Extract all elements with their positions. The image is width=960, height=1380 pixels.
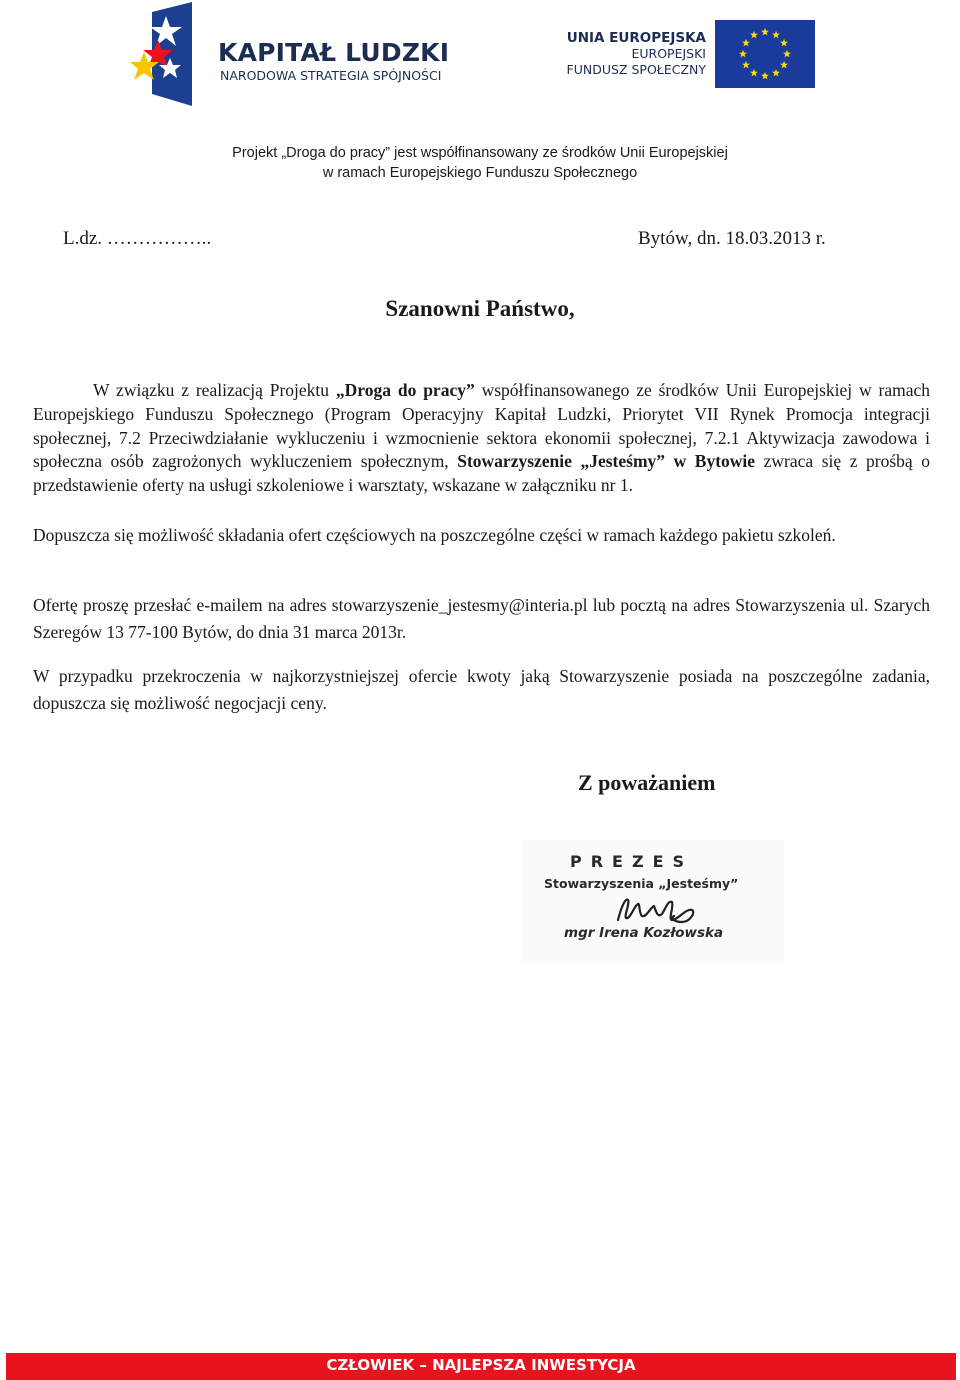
- handwritten-signature: [612, 894, 702, 928]
- eu-line-2: EUROPEJSKI: [631, 46, 706, 61]
- reference-number: L.dz. ……………..: [63, 228, 212, 249]
- paragraph-1-end: zwraca się z prośbą o przedstawienie oferty na usługi szkoleniowe i warsztaty, wskazane w załączniku nr 1.: [33, 451, 930, 496]
- kapital-ludzki-subtitle: NARODOWA STRATEGIA SPÓJNOŚCI: [220, 68, 442, 83]
- eu-line-3: FUNDUSZ SPOŁECZNY: [566, 62, 706, 77]
- kapital-ludzki-logo: [130, 2, 470, 110]
- eu-line-1: UNIA EUROPEJSKA: [566, 30, 706, 46]
- kapital-ludzki-emblem-icon: [130, 2, 220, 110]
- stamp-title: PREZES: [570, 852, 694, 871]
- eu-flag-icon: [715, 20, 815, 88]
- footer-slogan: CZŁOWIEK – NAJLEPSZA INWESTYCJA: [326, 1356, 636, 1374]
- paragraph-2: Dopuszcza się możliwość składania ofert częściowych na poszczególne części w ramach każdego pakietu szkoleń.: [33, 525, 836, 545]
- paragraph-1: [33, 379, 930, 498]
- paragraph-4: W przypadku przekroczenia w najkorzystniejszej ofercie kwoty jaką Stowarzyszenie posiada na poszczególne zadania, dopuszcza się możliwość negocjacji ceny.: [33, 666, 930, 713]
- stamp-organization: Stowarzyszenia „Jesteśmy”: [544, 876, 739, 891]
- footer-banner: [6, 1353, 956, 1380]
- kapital-ludzki-title: KAPITAŁ LUDZKI: [218, 38, 450, 67]
- eu-logo-text: [567, 30, 706, 78]
- place-and-date: Bytów, dn. 18.03.2013 r.: [638, 228, 826, 249]
- eu-logo: [560, 20, 820, 90]
- paragraph-1-body: współfinansowanego ze środków Unii Europejskiej w ramach Europejskiego Funduszu Społecznego (Program Operacyjny Kapitał Ludzki, Priorytet VII Rynek Promocja integracji społecznej, 7.2 Przeciwdziałanie wykluczeniu i wzmocnienie sektora ekonomii społecznej, 7.2.1 Aktywizacja zawodowa i społeczna osób zagrożonych wykluczeniem społecznym,: [33, 380, 930, 472]
- signature-stamp: [522, 840, 784, 962]
- paragraph-3: Ofertę proszę przesłać e-mailem na adres stowarzyszenie_jestesmy@interia.pl lub pocztą na adres Stowarzyszenia ul. Szarych Szeregów 13 77-100 Bytów, do dnia 31 marca 2013r.: [33, 595, 930, 642]
- stamp-signatory-name: mgr Irena Kozłowska: [564, 925, 724, 941]
- paragraph-1-intro: W związku z realizacją Projektu: [93, 380, 336, 400]
- project-info-line-1: Projekt „Droga do pracy” jest współfinansowany ze środków Unii Europejskiej: [232, 145, 728, 161]
- organization-name: Stowarzyszenie „Jesteśmy” w Bytowie: [457, 451, 756, 472]
- project-name: „Droga do pracy”: [335, 380, 475, 400]
- closing: Z poważaniem: [578, 770, 716, 795]
- salutation: Szanowni Państwo,: [385, 296, 575, 321]
- project-info-line-2: w ramach Europejskiego Funduszu Społecznego: [322, 165, 638, 181]
